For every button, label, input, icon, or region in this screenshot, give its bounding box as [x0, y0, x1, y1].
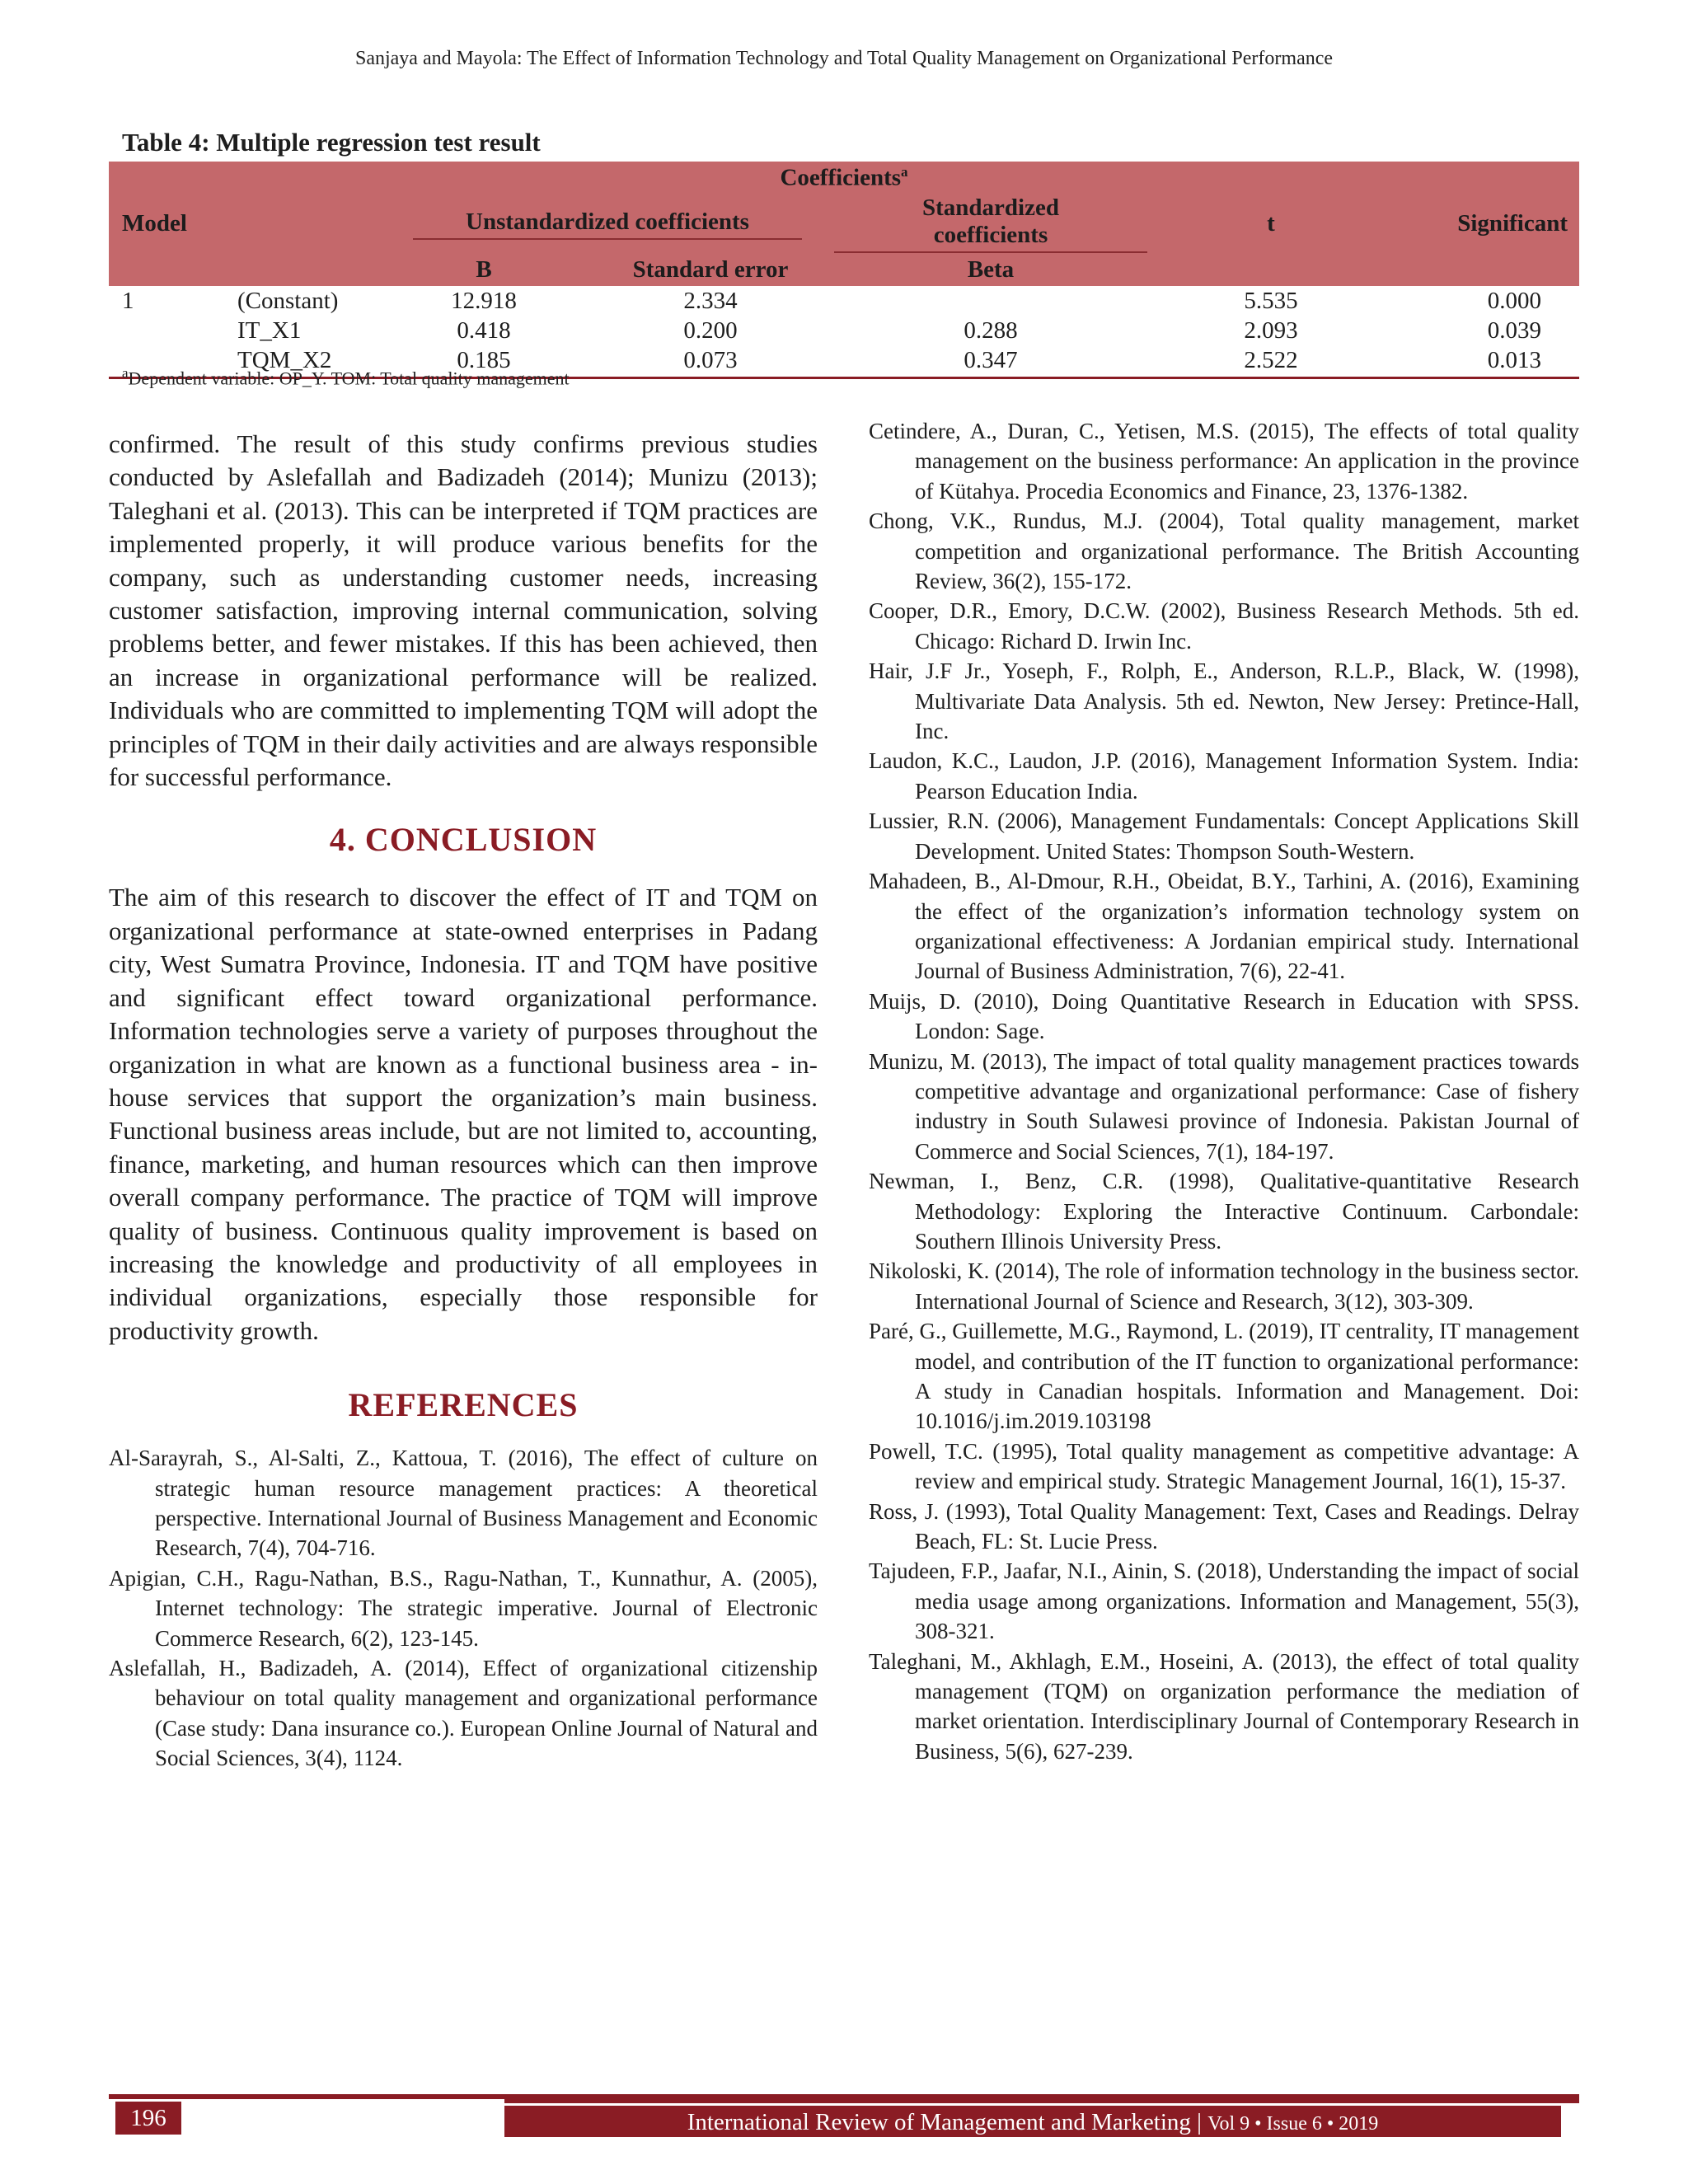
- cell-variable: TQM_X2: [224, 345, 381, 378]
- cell-t: 2.522: [1147, 345, 1395, 378]
- cell-significant: 0.039: [1487, 316, 1541, 344]
- cell-t: 5.535: [1244, 287, 1298, 314]
- body-paragraph-continued: confirmed. The result of this study confirms previous studies conducted by Aslefallah and Badizadeh (2014); Munizu (2013); Taleghani et al. (2013). This can be interpreted if TQM practices are implemented properly, it will produce various benefits for the company, such as understanding customer needs, increasing customer satisfaction, improving internal communication, solving problems better, and fewer mistakes. If this has been achieved, then an increase in organizational performance will be realized. Individuals who are committed to implementing TQM will adopt the principles of TQM in their daily activities and are always responsible for successful performance.: [109, 429, 818, 792]
- conclusion-heading: 4. CONCLUSION: [329, 821, 598, 859]
- reference-item: Lussier, R.N. (2006), Management Fundamentals: Concept Applications Skill Development. United States: Thompson South-Western.: [869, 808, 1579, 864]
- table-title: Table 4: Multiple regression test result: [122, 128, 541, 157]
- cell-standard-error: 0.073: [587, 345, 834, 378]
- reference-item: Mahadeen, B., Al-Dmour, R.H., Obeidat, B.Y., Tarhini, A. (2016), Examining the effect of the organization’s information technology system on organizational effectiveness: A Jordanian empirical study. International Journal of Business Administration, 7(6), 22-41.: [869, 869, 1579, 984]
- reference-item: Powell, T.C. (1995), Total quality management as competitive advantage: A review and empirical study. Strategic Management Journal, 16(1), 15-37.: [869, 1438, 1579, 1494]
- table-row: [109, 316, 1579, 345]
- col-header-significant: Significant: [1457, 210, 1568, 237]
- table-header-row: [109, 194, 1579, 253]
- col-header-blank: [224, 194, 381, 253]
- regression-table: [109, 162, 1579, 379]
- col-header-standardized: Standardized coefficients: [834, 194, 1147, 253]
- cell-model: 1: [122, 287, 134, 314]
- superscript-mark: a: [901, 164, 908, 180]
- cell-t: 2.093: [1244, 316, 1298, 344]
- col-header-standard-error: Standard error: [632, 255, 789, 283]
- reference-item: Cooper, D.R., Emory, D.C.W. (2002), Business Research Methods. 5th ed. Chicago: Richard D. Irwin Inc.: [869, 598, 1579, 654]
- col-header-b: B: [476, 255, 492, 283]
- col-header-model: Model: [122, 210, 187, 237]
- running-header: Sanjaya and Mayola: The Effect of Information Technology and Total Quality Management on Organizational Performance: [354, 48, 1334, 69]
- reference-item: Munizu, M. (2013), The impact of total quality management practices towards competitive advantage and organizational performance: Case of fishery industry in South Sulawesi province of Indonesia. Pakistan Journal of Commerce and Social Sciences, 7(1), 184-197.: [869, 1048, 1579, 1164]
- cell-standard-error: 2.334: [683, 287, 738, 314]
- volume-issue: Vol 9 • Issue 6 • 2019: [1207, 2113, 1379, 2135]
- cell-standard-error: 0.200: [683, 316, 738, 344]
- journal-name: International Review of Management and Marketing: [687, 2109, 1191, 2135]
- conclusion-paragraph: The aim of this research to discover the effect of IT and TQM on organizational performance at state-owned enterprises in Padang city, West Sumatra Province, Indonesia. IT and TQM have positive and significant effect toward organizational performance. Information technologies serve a variety of purposes throughout the organization in what are known as a functional business area - in-house services that support the organization’s main business. Functional business areas include, but are not limited to, accounting, finance, marketing, and human resources which can then improve overall company performance. The practice of TQM will improve quality of business. Continuous quality improvement is based on increasing the knowledge and productivity of all employees in individual organizations, especially those responsible for productivity growth.: [109, 883, 818, 1345]
- cell-b: 0.185: [381, 345, 587, 378]
- cell-significant: 0.013: [1395, 345, 1579, 378]
- left-reference-list: [109, 1443, 818, 1773]
- cell-b: 0.418: [457, 316, 511, 344]
- footer-separator: |: [1197, 2109, 1202, 2135]
- page-number: 196: [115, 2102, 181, 2135]
- reference-item: Nikoloski, K. (2014), The role of information technology in the business sector. International Journal of Science and Research, 3(12), 303-309.: [869, 1258, 1579, 1314]
- reference-item: Chong, V.K., Rundus, M.J. (2004), Total quality management, market competition and organizational performance. The British Accounting Review, 36(2), 155-172.: [869, 509, 1579, 594]
- references-heading: REFERENCES: [348, 1386, 579, 1424]
- reference-item: Muijs, D. (2010), Doing Quantitative Research in Education with SPSS. London: Sage.: [869, 988, 1579, 1044]
- cell-beta: 0.288: [964, 316, 1018, 344]
- cell-beta: 0.347: [834, 345, 1147, 378]
- table-subheader-row: [109, 253, 1579, 286]
- regression-table-container: [109, 162, 1579, 379]
- footnote-mark: a: [122, 365, 129, 381]
- cell-b: 12.918: [451, 287, 517, 314]
- footer-rule-lower: [504, 2098, 1579, 2103]
- cell-model: [109, 316, 224, 345]
- right-reference-list: [869, 416, 1579, 1766]
- reference-item: Paré, G., Guillemette, M.G., Raymond, L. (2019), IT centrality, IT management model, and contribution of the IT function to organizational performance: A study in Canadian hospitals. Information and Management. Doi: 10.1016/j.im.2019.103198: [869, 1319, 1579, 1434]
- reference-item: Laudon, K.C., Laudon, J.P. (2016), Management Information System. India: Pearson Education India.: [869, 748, 1579, 804]
- reference-item: Cetindere, A., Duran, C., Yetisen, M.S. (2015), The effects of total quality management on the business performance: An application in the province of Kütahya. Procedia Economics and Finance, 23, 1376-1382.: [869, 419, 1579, 504]
- sub-header-blank-2: [224, 253, 381, 286]
- reference-item: Ross, J. (1993), Total Quality Management: Text, Cases and Readings. Delray Beach, FL: St. Lucie Press.: [869, 1498, 1579, 1554]
- sub-header-blank-3: [1147, 253, 1395, 286]
- journal-footer: [504, 2106, 1561, 2137]
- cell-variable: (Constant): [237, 287, 339, 314]
- reference-item: Apigian, C.H., Ragu-Nathan, B.S., Ragu-Nathan, T., Kunnathur, A. (2005), Internet technology: The strategic imperative. Journal of Electronic Commerce Research, 6(2), 123-145.: [109, 1565, 818, 1651]
- reference-item: Al-Sarayrah, S., Al-Salti, Z., Kattoua, T. (2016), The effect of culture on strategic human resource management practices: A theoretical perspective. International Journal of Business Management and Economic Research, 7(4), 704-716.: [109, 1446, 818, 1561]
- table-footnote: $^a$Dependent variable: OP_Y. TOM: Total quality management: [122, 365, 570, 389]
- left-column: [109, 416, 818, 1774]
- cell-significant: 0.000: [1487, 287, 1541, 314]
- reference-item: Hair, J.F Jr., Yoseph, F., Rolph, E., Anderson, R.L.P., Black, W. (1998), Multivariate Data Analysis. 5th ed. Newton, New Jersey: Pretince-Hall, Inc.: [869, 658, 1579, 744]
- cell-variable: IT_X1: [237, 316, 302, 344]
- coefficients-header: Coefficients$^a$: [780, 164, 908, 191]
- right-column: [869, 416, 1579, 1766]
- cell-beta: [834, 286, 1147, 316]
- col-header-beta: Beta: [967, 255, 1015, 283]
- reference-item: Tajudeen, F.P., Jaafar, N.I., Ainin, S. (2018), Understanding the impact of social media usage among organizations. Information and Management, 55(3), 308-321.: [869, 1558, 1579, 1644]
- reference-item: Aslefallah, H., Badizadeh, A. (2014), Effect of organizational citizenship behaviour on total quality management and organizational performance (Case study: Dana insurance co.). European Online Journal of Natural and Social Sciences, 3(4), 1124.: [109, 1656, 818, 1771]
- sub-header-blank-1: [109, 253, 224, 286]
- reference-item: Taleghani, M., Akhlagh, E.M., Hoseini, A. (2013), the effect of total quality management (TQM) on organization performance the mediation of market orientation. Interdisciplinary Journal of Contemporary Research in Business, 5(6), 627-239.: [869, 1648, 1579, 1764]
- col-header-t: t: [1267, 210, 1275, 237]
- reference-item: Newman, I., Benz, C.R. (1998), Qualitative-quantitative Research Methodology: Exploring the Interactive Continuum. Carbondale: Southern Illinois University Press.: [869, 1169, 1579, 1254]
- table-row: [109, 286, 1579, 316]
- sub-header-blank-4: [1395, 253, 1579, 286]
- col-header-unstandardized: Unstandardized coefficients: [381, 194, 834, 253]
- table-super-header-row: [109, 162, 1579, 194]
